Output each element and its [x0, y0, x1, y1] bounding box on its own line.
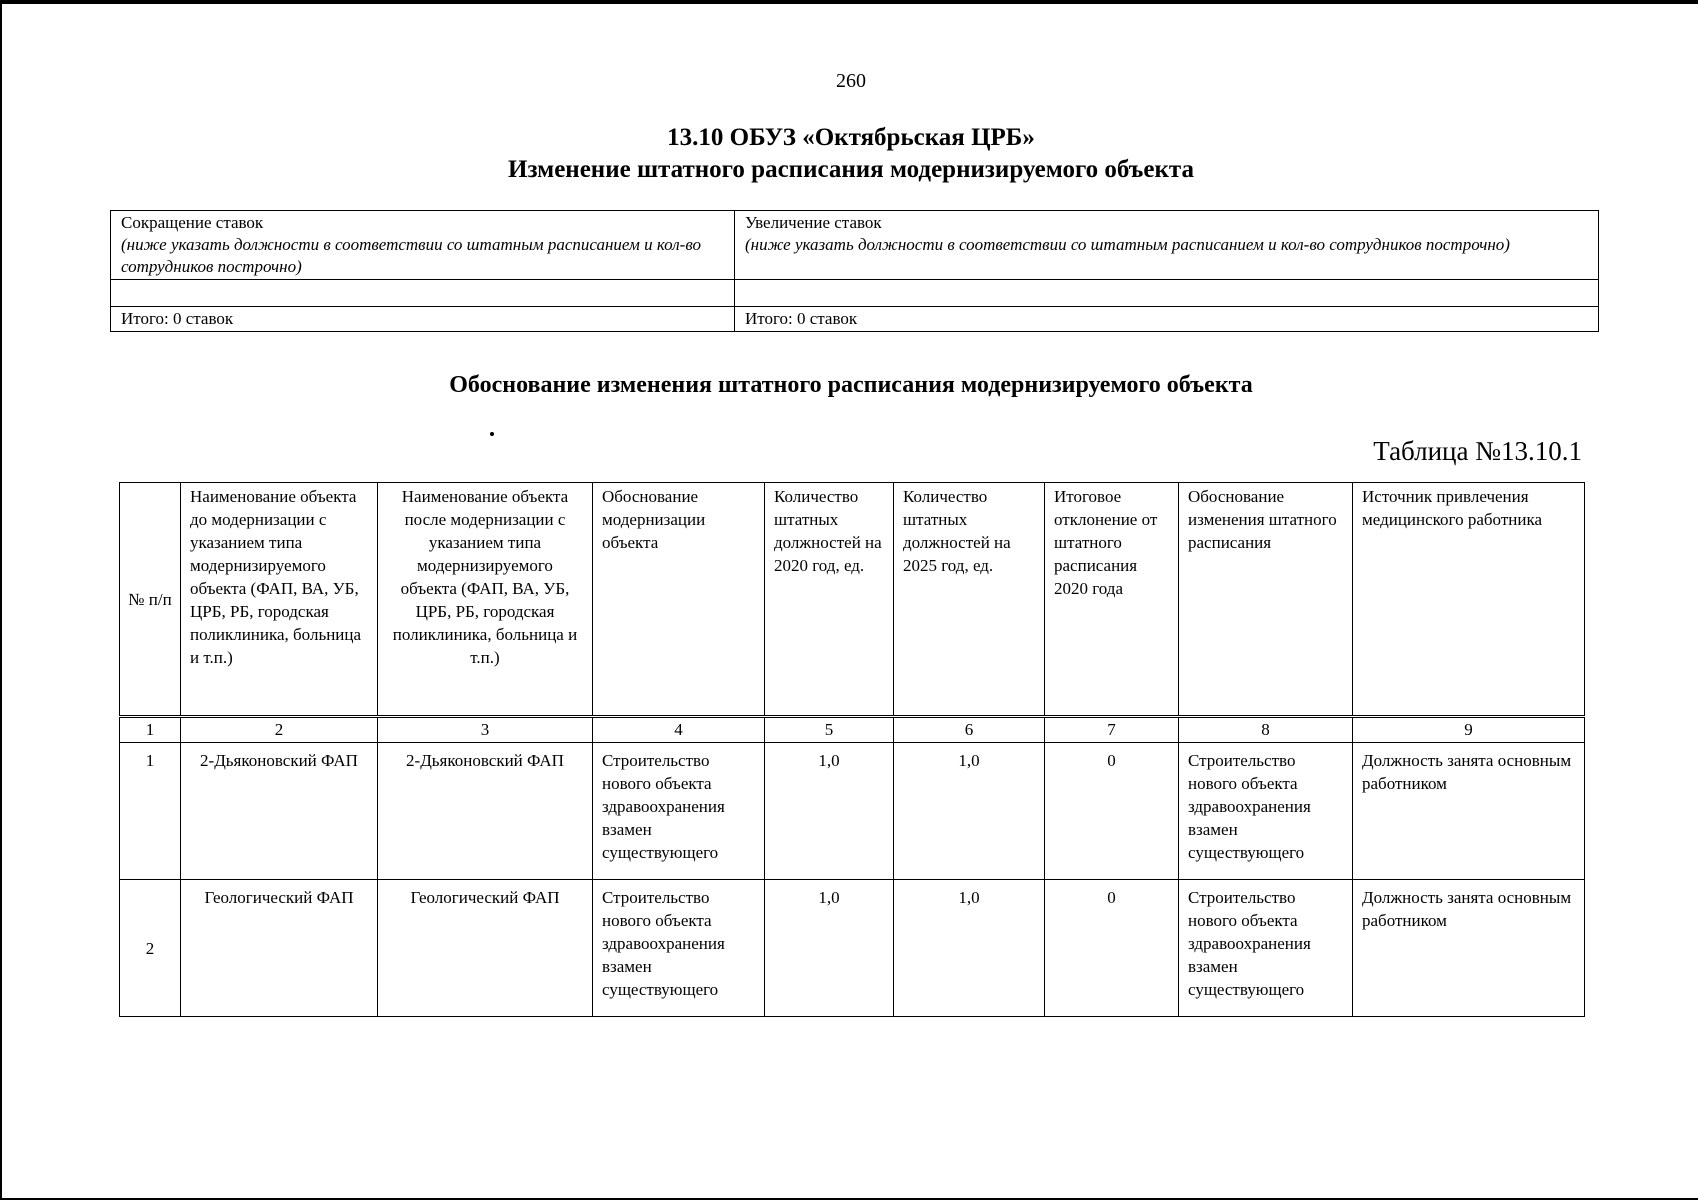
- reduction-empty-cell: [111, 280, 735, 307]
- header-staff-2025: Количество штатных должностей на 2025 год, ед.: [894, 483, 1045, 717]
- column-number: 4: [593, 717, 765, 743]
- header-source: Источник привлечения медицинского работника: [1353, 483, 1585, 717]
- table-label: Таблица №13.10.1: [1373, 436, 1582, 466]
- staff-change-empty-row: [111, 280, 1599, 307]
- row-number: 1: [120, 743, 181, 880]
- increase-header: Увеличение ставок: [745, 213, 882, 232]
- staff-2025: 1,0: [894, 743, 1045, 880]
- page-number: 260: [836, 70, 866, 92]
- staff-2020: 1,0: [765, 880, 894, 1017]
- column-number: 7: [1045, 717, 1179, 743]
- object-after: Геологический ФАП: [378, 880, 593, 1017]
- object-before: Геологический ФАП: [181, 880, 378, 1017]
- increase-header-cell: [735, 211, 1599, 280]
- column-number: 6: [894, 717, 1045, 743]
- title-line-1: 13.10 ОБУЗ «Октябрьская ЦРБ»: [667, 124, 1035, 151]
- row-number: 2: [120, 880, 181, 1017]
- header-change-reason: Обоснование изменения штатного расписания: [1179, 483, 1353, 717]
- justification-header-row: [120, 483, 1585, 717]
- column-number-row: [120, 717, 1585, 743]
- worker-source: Должность занята основным работником: [1353, 743, 1585, 880]
- header-deviation: Итоговое отклонение от штатного расписания 2020 года: [1045, 483, 1179, 717]
- reduction-total: Итого: 0 ставок: [111, 307, 735, 332]
- staff-change-header-row: [111, 211, 1599, 280]
- section-subtitle: Обоснование изменения штатного расписания модернизируемого объекта: [449, 372, 1253, 398]
- staff-change-total-row: [111, 307, 1599, 332]
- worker-source: Должность занята основным работником: [1353, 880, 1585, 1017]
- increase-note: (ниже указать должности в соответствии со штатным расписанием и кол-во сотрудников построчно): [745, 235, 1510, 254]
- object-after: 2-Дьяконовский ФАП: [378, 743, 593, 880]
- increase-total: Итого: 0 ставок: [735, 307, 1599, 332]
- deviation: 0: [1045, 880, 1179, 1017]
- modernization-reason: Строительство нового объекта здравоохранения взамен существующего: [593, 880, 765, 1017]
- column-number: 5: [765, 717, 894, 743]
- table-row: [120, 743, 1585, 880]
- column-number: 8: [1179, 717, 1353, 743]
- staff-2025: 1,0: [894, 880, 1045, 1017]
- reduction-note: (ниже указать должности в соответствии со штатным расписанием и кол-во сотрудников построчно): [121, 235, 701, 276]
- change-reason: Строительство нового объекта здравоохранения взамен существующего: [1179, 743, 1353, 880]
- header-object-before: Наименование объекта до модернизации с указанием типа модернизируемого объекта (ФАП, ВА, УБ, ЦРБ, РБ, городская поликлиника, больница и т.п.): [181, 483, 378, 717]
- scan-dot: [490, 432, 494, 436]
- staff-2020: 1,0: [765, 743, 894, 880]
- deviation: 0: [1045, 743, 1179, 880]
- increase-empty-cell: [735, 280, 1599, 307]
- column-number: 9: [1353, 717, 1585, 743]
- page-title: [2, 122, 1698, 186]
- header-modernization-reason: Обоснование модернизации объекта: [593, 483, 765, 717]
- staff-change-table: [110, 210, 1599, 332]
- header-number: № п/п: [120, 483, 181, 717]
- header-staff-2020: Количество штатных должностей на 2020 год, ед.: [765, 483, 894, 717]
- reduction-header: Сокращение ставок: [121, 213, 264, 232]
- column-number: 1: [120, 717, 181, 743]
- column-number: 3: [378, 717, 593, 743]
- modernization-reason: Строительство нового объекта здравоохранения взамен существующего: [593, 743, 765, 880]
- reduction-header-cell: [111, 211, 735, 280]
- title-line-2: Изменение штатного расписания модернизируемого объекта: [508, 156, 1194, 183]
- table-row: [120, 880, 1585, 1017]
- change-reason: Строительство нового объекта здравоохранения взамен существующего: [1179, 880, 1353, 1017]
- justification-table: [119, 482, 1585, 1017]
- object-before: 2-Дьяконовский ФАП: [181, 743, 378, 880]
- column-number: 2: [181, 717, 378, 743]
- header-object-after: Наименование объекта после модернизации с указанием типа модернизируемого объекта (ФАП, ВА, УБ, ЦРБ, РБ, городская поликлиника, больница и т.п.): [378, 483, 593, 717]
